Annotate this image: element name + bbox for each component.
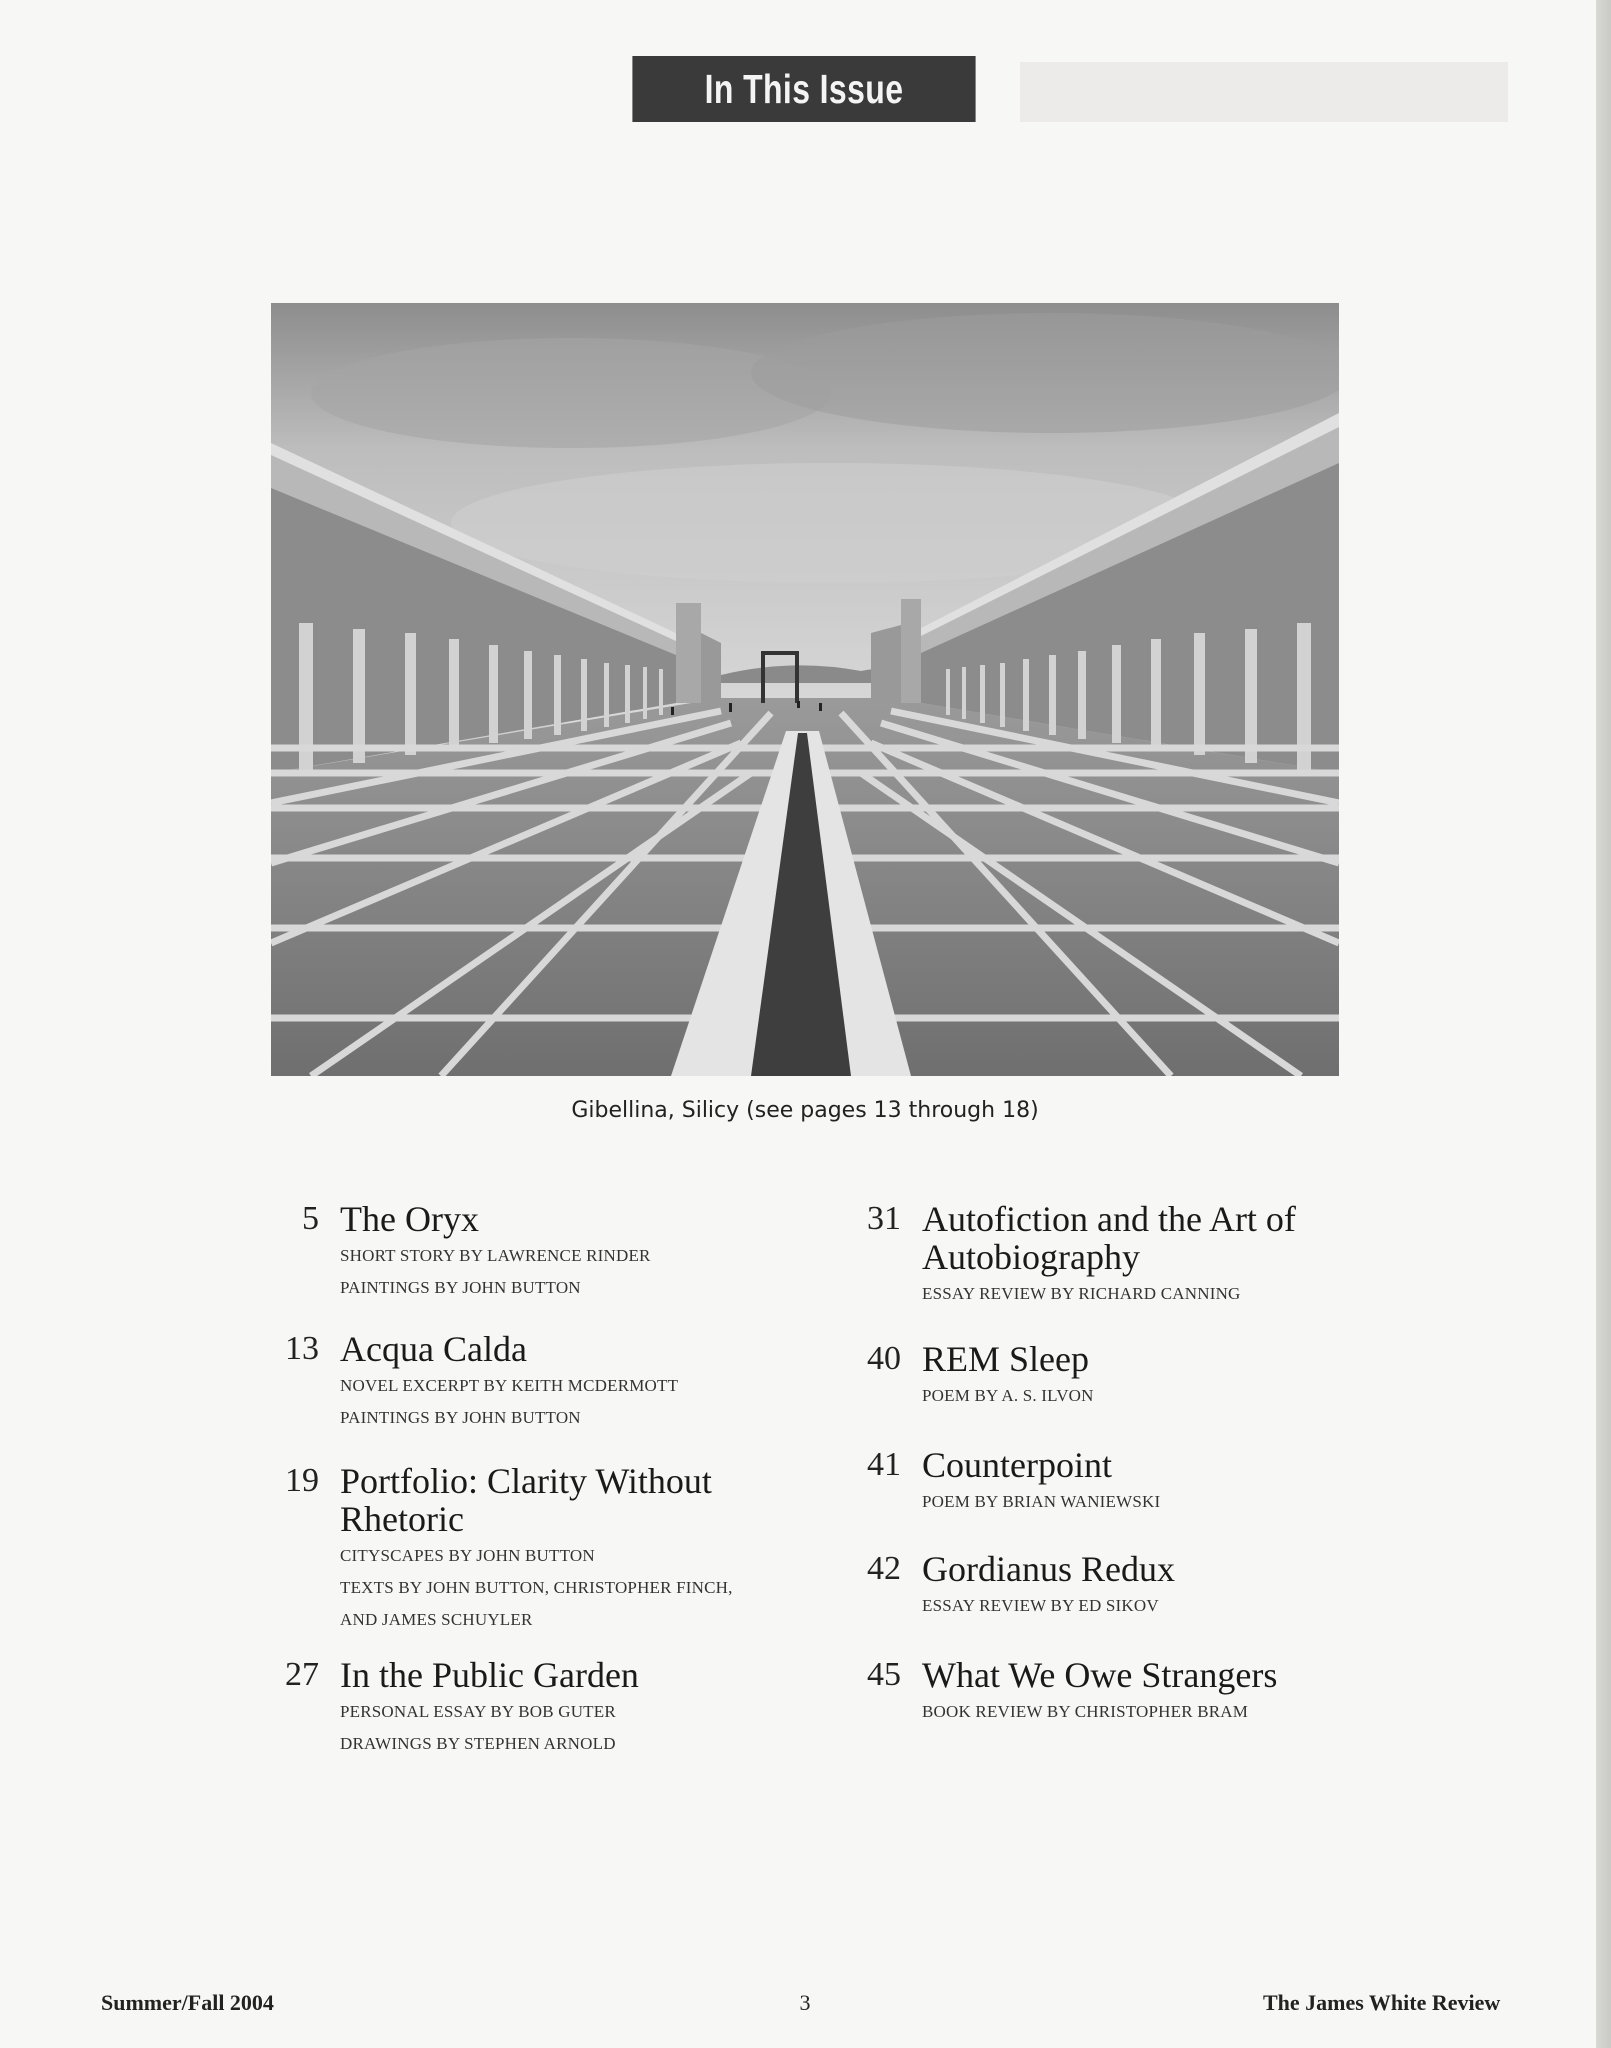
toc-title[interactable]: Gordianus Redux bbox=[922, 1549, 1175, 1589]
section-header: In This Issue bbox=[632, 56, 975, 122]
toc-credit: ESSAY REVIEW BY RICHARD CANNING bbox=[922, 1284, 1241, 1303]
toc-credit: SHORT STORY BY LAWRENCE RINDER bbox=[340, 1246, 651, 1265]
toc-credit: TEXTS BY JOHN BUTTON, CHRISTOPHER FINCH, bbox=[340, 1578, 733, 1597]
toc-credit: PERSONAL ESSAY BY BOB GUTER bbox=[340, 1702, 616, 1721]
toc-page-number: 13 bbox=[285, 1330, 319, 1367]
toc-credit: POEM BY BRIAN WANIEWSKI bbox=[922, 1492, 1161, 1511]
footer-publication: The James White Review bbox=[1263, 1990, 1501, 2015]
toc-title[interactable]: What We Owe Strangers bbox=[922, 1655, 1278, 1695]
toc-title[interactable]: REM Sleep bbox=[922, 1339, 1089, 1379]
toc-page-number: 45 bbox=[867, 1656, 901, 1693]
toc-page-number: 19 bbox=[285, 1462, 319, 1499]
toc-page-number: 41 bbox=[867, 1446, 901, 1483]
toc-credit: CITYSCAPES BY JOHN BUTTON bbox=[340, 1546, 595, 1565]
toc-page-number: 40 bbox=[867, 1340, 901, 1377]
toc-page-number: 42 bbox=[867, 1550, 901, 1587]
toc-title[interactable]: In the Public Garden bbox=[340, 1655, 639, 1695]
footer-page-number: 3 bbox=[799, 1990, 811, 2015]
toc-page-number: 31 bbox=[867, 1200, 901, 1237]
toc-title[interactable]: Counterpoint bbox=[922, 1445, 1112, 1485]
toc-credit: PAINTINGS BY JOHN BUTTON bbox=[340, 1278, 581, 1297]
plaza-photo-illustration bbox=[271, 303, 1339, 1076]
toc-title[interactable]: Acqua Calda bbox=[340, 1329, 527, 1369]
toc-credit: AND JAMES SCHUYLER bbox=[340, 1610, 533, 1629]
toc-title[interactable]: Autofiction and the Art of Autobiography bbox=[922, 1199, 1296, 1277]
toc-credit: ESSAY REVIEW BY ED SIKOV bbox=[922, 1596, 1159, 1615]
toc-title[interactable]: The Oryx bbox=[340, 1199, 479, 1239]
bleed-through-bar bbox=[1020, 62, 1508, 122]
toc-credit: BOOK REVIEW BY CHRISTOPHER BRAM bbox=[922, 1702, 1249, 1721]
toc-title[interactable]: Portfolio: Clarity Without Rhetoric bbox=[340, 1461, 712, 1539]
photo-caption: Gibellina, Silicy (see pages 13 through 18) bbox=[571, 1098, 1039, 1123]
footer-issue: Summer/Fall 2004 bbox=[101, 1990, 274, 2015]
toc-page-number: 5 bbox=[302, 1200, 319, 1237]
cover-photo bbox=[271, 303, 1339, 1076]
page-edge bbox=[1596, 0, 1611, 2048]
toc-credit: NOVEL EXCERPT BY KEITH MCDERMOTT bbox=[340, 1376, 679, 1395]
toc-credit: POEM BY A. S. ILVON bbox=[922, 1386, 1094, 1405]
toc-credit: DRAWINGS BY STEPHEN ARNOLD bbox=[340, 1734, 616, 1753]
toc-credit: PAINTINGS BY JOHN BUTTON bbox=[340, 1408, 581, 1427]
toc-page-number: 27 bbox=[285, 1656, 319, 1693]
